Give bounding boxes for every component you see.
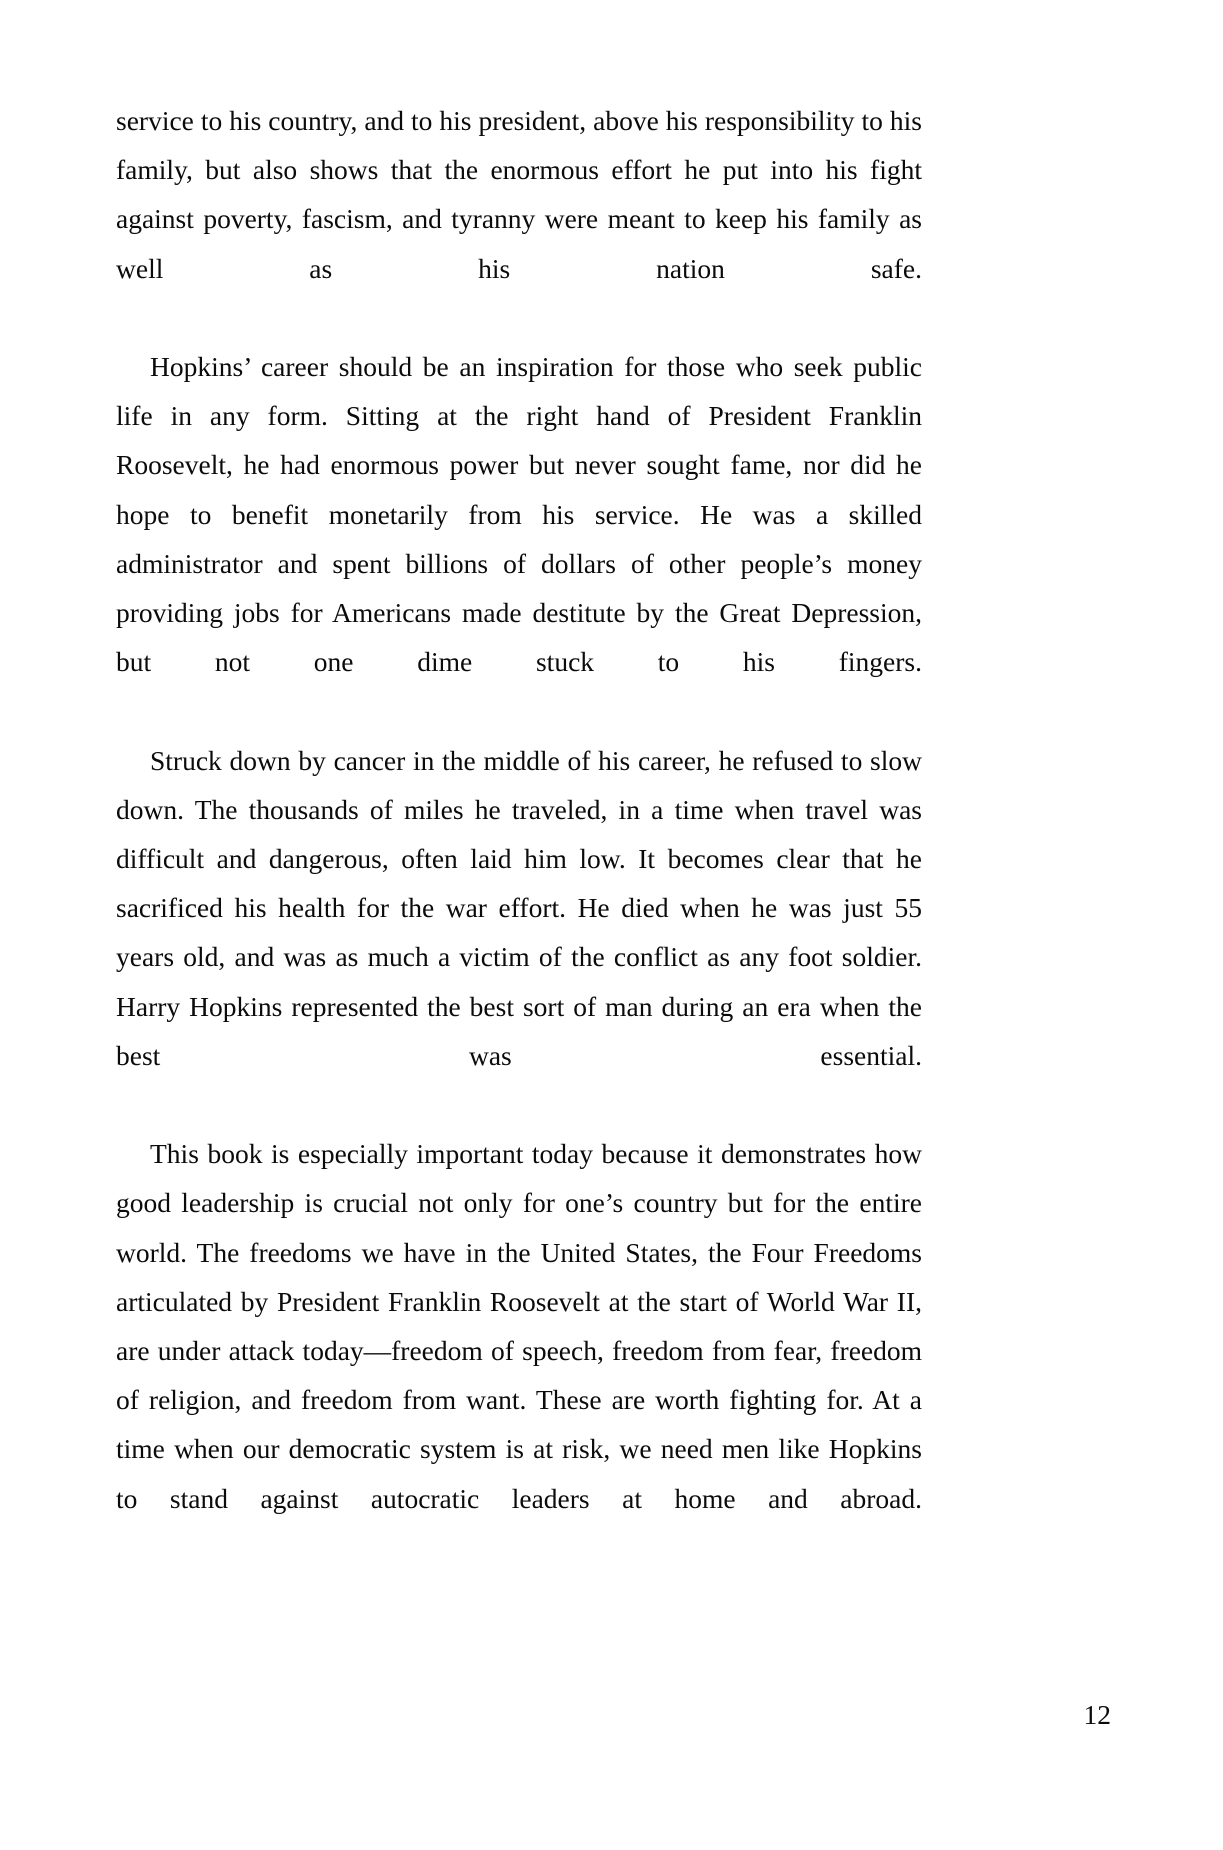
paragraph-this-book: This book is especially important today because it demonstrates how good leadership is crucial not only for one’s country but for the entire world. The freedoms we have in the United States, the Four Freedoms articulated by President Franklin Roosevelt at the start of World War II, are under attack today—freedom of speech, freedom from fear, freedom of religion, and freedom from want. These are worth fighting for. At a time when our democratic system is at risk, we need men like Hopkins to stand against autocratic leaders at home and abroad. [116,1138,922,1514]
paragraph-struck-down: Struck down by cancer in the middle of his career, he refused to slow down. The thousands of miles he traveled, in a time when travel was difficult and dangerous, often laid him low. It becomes clear that he sacrificed his health for the war effort. He died when he was just 55 years old, and was as much a victim of the conflict as any foot soldier. Harry Hopkins represented the best sort of man during an era when the best was essential. [116,744,922,1071]
paragraph-hopkins-career: Hopkins’ career should be an inspiration for those who seek public life in any form. Sitting at the right hand of President Franklin Roosevelt, he had enormous power but never sought fame, nor did he hope to benefit monetarily from his service. He was a skilled administrator and spent billions of dollars of other people’s money providing jobs for Americans made destitute by the Great Depression, but not one dime stuck to his fingers. [116,351,922,678]
page-body-text [116,96,922,1572]
page-number-folio: 12 [1083,1699,1111,1730]
paragraph-continuation: service to his country, and to his president, above his responsibility to his family, but also shows that the enormous effort he put into his fight against poverty, fascism, and tyranny were meant to keep his family as well as his nation safe. [116,105,922,284]
